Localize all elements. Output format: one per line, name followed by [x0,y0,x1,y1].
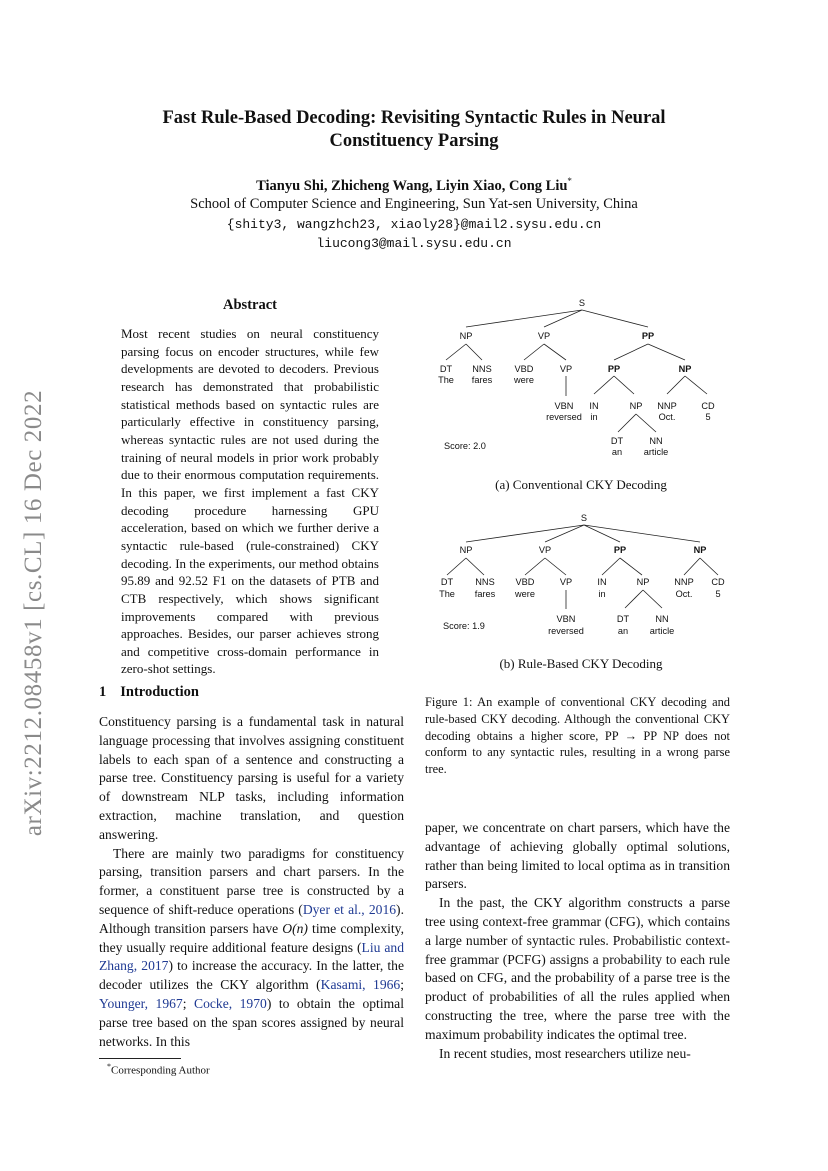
math-complexity: O(n) [282,920,308,936]
tree-word: an [611,447,623,457]
intro-paragraph-1: Constituency parsing is a fundamental task in natural language processing that involves assigning constituent labels to each span of a sentence and constructing a parse tree. Constituency parsing is useful for a variety of downstream NLP tasks, including information extraction, machine translation, and question answering. [99,714,404,842]
author-list [100,176,728,195]
citation-link[interactable]: Dyer et al., 2016 [302,901,397,917]
tree-node: NP [636,577,650,587]
tree-node-highlight: NP [693,545,707,555]
affiliation: School of Computer Science and Engineering, Sun Yat-sen University, China [190,196,638,212]
author-names: Tianyu Shi, Zhicheng Wang, Liyin Xiao, Cong Liu [256,177,568,194]
citation-link[interactable]: Liu and Zhang, 2017 [99,939,405,974]
tree-node: DT [610,436,624,446]
tree-node: IN [597,577,607,587]
title-line-1: Fast Rule-Based Decoding: Revisiting Syntactic Rules in Neural [162,108,666,128]
citation-link[interactable]: Kasami, 1966 [320,977,401,993]
subfigure-caption-a: (a) Conventional CKY Decoding [495,477,667,492]
tree-word: article [649,626,675,636]
tree-word: 5 [705,412,711,422]
tree-word: The [438,375,454,385]
tree-node: VBN [556,614,576,624]
tree-node: NNP [674,577,694,587]
tree-node: DT [439,364,453,374]
author-footnote-mark: * [567,176,572,186]
tree-node: VP [559,364,573,374]
tree-score: Score: 2.0 [444,441,486,451]
body-paragraph: In the past, the CKY algorithm constructs a parse tree using context-free grammar (CFG), which contains a large number of syntactic rules. Probabilistic context-free grammar (PCFG) assigns a probability to each rule based on CFG, and the probability of a parse tree is the product of probabilities of all the rules applied when constructing the tree, where the parse tree with the maximum probability indicates the optimal tree. [425,895,730,1042]
left-column-body [99,713,404,1051]
tree-node: DT [616,614,630,624]
right-column-body [425,819,730,1063]
tree-word: an [617,626,629,636]
tree-node: DT [440,577,454,587]
section-heading-introduction [99,684,199,701]
citation-link[interactable]: Younger, 1967 [99,995,183,1011]
tree-word: fares [474,589,496,599]
title-line-2: Constituency Parsing [329,131,499,151]
tree-word: 5 [715,589,721,599]
tree-node: NNS [475,577,495,587]
tree-node: IN [589,401,599,411]
tree-node: CD [701,401,715,411]
tree-node: NNP [657,401,677,411]
tree-node: VBD [514,364,534,374]
section-title: Introduction [120,684,199,700]
tree-node: NP [459,331,473,341]
section-number: 1 [99,684,107,700]
arxiv-sidebar-stamp [8,363,68,863]
tree-node: NNS [472,364,492,374]
tree-word: reversed [548,626,584,636]
tree-word: article [643,447,669,457]
body-paragraph: In recent studies, most researchers utilize neu- [439,1045,691,1061]
abstract-heading: Abstract [223,297,277,313]
tree-node: S [578,298,586,308]
tree-word: Oct. [675,589,693,599]
tree-word: Oct. [658,412,676,422]
tree-node: VBN [554,401,574,411]
tree-node: NN [655,614,669,624]
parse-tree-rule-based [420,509,740,649]
email-line-2: liucong3@mail.sysu.edu.cn [316,236,512,251]
tree-node: VP [537,331,551,341]
tree-node-highlight: NP [678,364,692,374]
tree-word: were [515,589,535,599]
paper-title [100,107,728,153]
footnote: *Corresponding Author [107,1062,210,1077]
tree-score: Score: 1.9 [443,621,485,631]
citation-link[interactable]: Cocke, 1970 [194,995,267,1011]
subfigure-caption-b: (b) Rule-Based CKY Decoding [499,656,663,671]
arxiv-identifier: arXiv:2212.08458v1 [cs.CL] 16 Dec 2022 [20,389,47,837]
intro-paragraph-2: There are mainly two paradigms for constituency parsing, transition parsers and chart parsers. In the former, a constituent parse tree is constructed by a sequence of shift-reduce operations (Dyer et al., 2016). Although transition parsers have O(n) time complexity, they usually require additional feature designs (Liu and Zhang, 2017) to increase the accuracy. In the latter, the decoder utilizes the CKY algorithm (Kasami, 1966; Younger, 1967; Cocke, 1970) to obtain the optimal parse tree based on the span scores assigned by neural networks. In this [99,845,405,1049]
tree-node: NP [629,401,643,411]
tree-node: VP [559,577,573,587]
tree-node: CD [711,577,725,587]
footnote-divider [99,1058,181,1059]
tree-node-highlight: PP [607,364,621,374]
tree-word: in [598,589,606,599]
tree-node: NP [459,545,473,555]
tree-node: S [580,513,588,523]
tree-node-highlight: PP [641,331,655,341]
abstract-text: Most recent studies on neural constituency parsing focus on encoder structures, while few developments are devoted to decoders. Previous research has demonstrated that probabilistic statistical methods based on syntactic rules are particularly effective in constituency parsing, whereas syntactic rules are not used during the training of neural models in prior work probably due to their enormous computation requirements. In this paper, we first implement a fast CKY decoding procedure harnessing GPU acceleration, based on which we further derive a syntactic rule-based (rule-constrained) CKY decoding. In the experiments, our method obtains 95.89 and 92.52 F1 on the datasets of PTB and CTB respectively, which shows significant improvements compared with previous approaches. Besides, our parser achieves strong and competitive cross-domain performance in zero-shot settings. [121,326,379,677]
parse-tree-conventional [420,294,740,464]
tree-word: fares [471,375,493,385]
tree-word: were [514,375,534,385]
body-paragraph: paper, we concentrate on chart parsers, which have the advantage of achieving globally optimal solutions, rather than being limited to local optima as in transition parsers. [425,820,730,892]
tree-word: in [590,412,598,422]
tree-word: reversed [546,412,582,422]
figure-caption: Figure 1: An example of conventional CKY decoding and rule-based CKY decoding. Although the conventional CKY decoding obtains a higher score, PP → PP NP does not conform to any syntactic rules, resulting in a wrong parse tree. [425,695,730,777]
email-line-1: {shity3, wangzhch23, xiaoly28}@mail2.sysu.edu.cn [226,217,602,232]
tree-node: VP [538,545,552,555]
tree-node-highlight: PP [613,545,627,555]
tree-node: NN [649,436,663,446]
tree-node: VBD [515,577,535,587]
tree-word: The [439,589,455,599]
